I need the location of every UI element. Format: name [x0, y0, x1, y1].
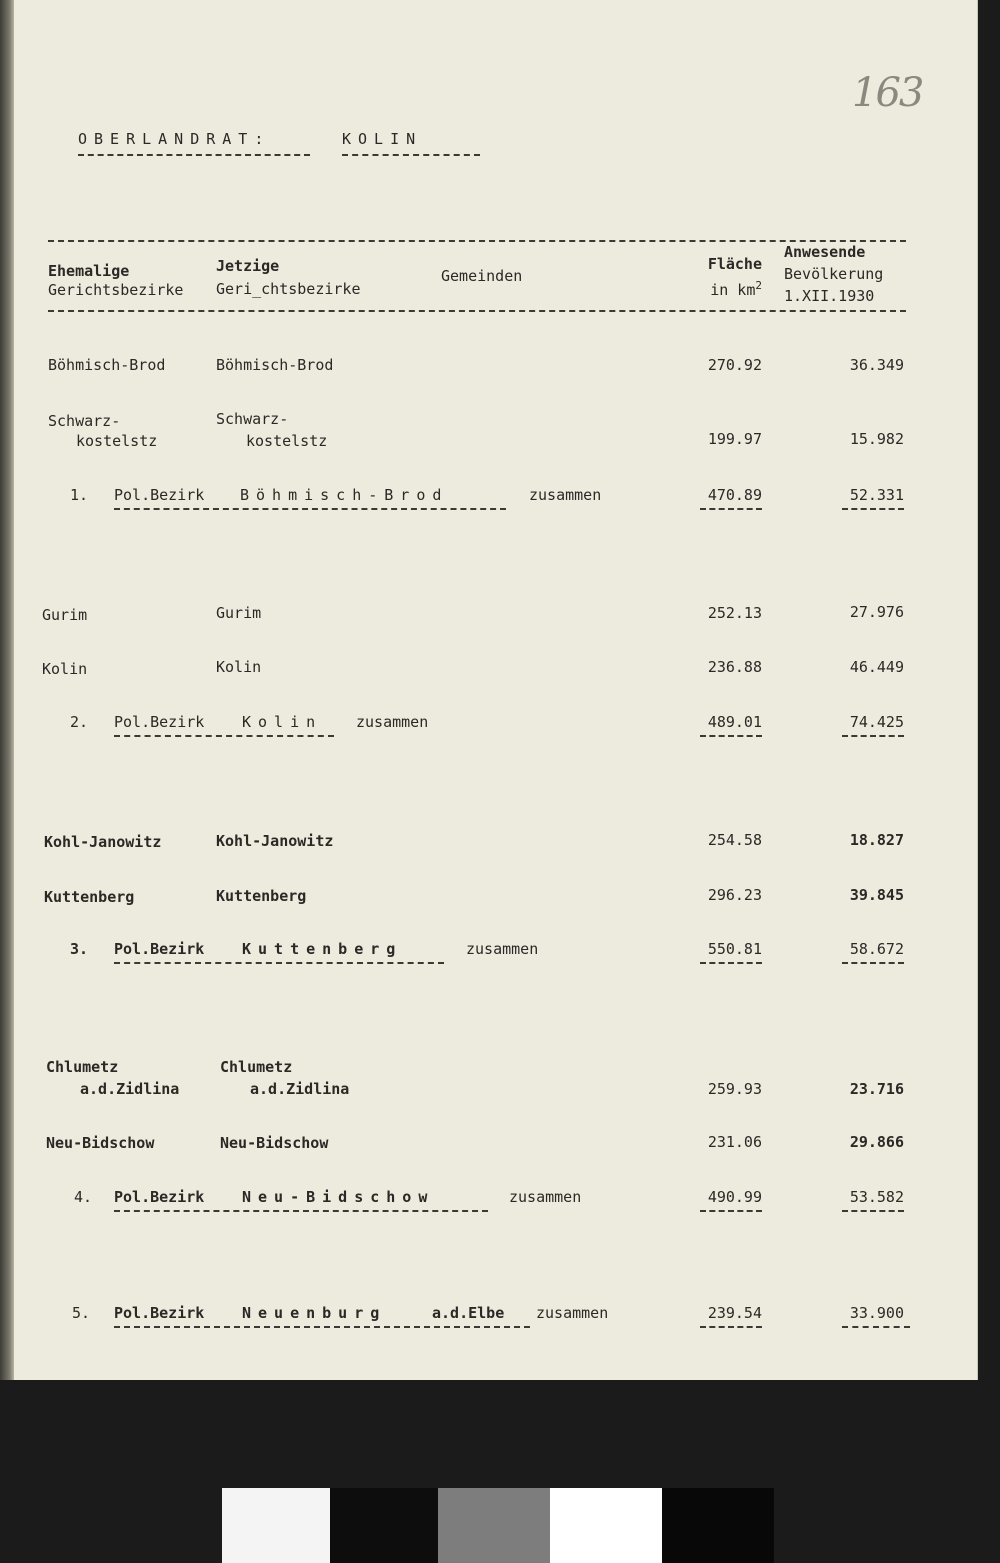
row-current-court: Kohl-Janowitz — [216, 832, 334, 850]
district-label: Pol.Bezirk — [114, 940, 205, 958]
district-total-label: zusammen — [536, 1304, 609, 1322]
header-rule-bottom — [48, 310, 906, 312]
district-population-total: 74.425 — [849, 713, 904, 731]
district-population-total: 58.672 — [849, 940, 904, 958]
row-area: 231.06 — [707, 1133, 762, 1151]
row-population: 18.827 — [849, 831, 904, 849]
col-current-line2: Geri_chtsbezirke — [216, 280, 361, 298]
district-number: 5. — [72, 1304, 91, 1322]
row-area: 199.97 — [707, 430, 762, 448]
calibration-white-patch — [222, 1488, 330, 1563]
district-name: Kuttenberg — [242, 940, 403, 958]
district-underline — [114, 962, 444, 964]
row-area: 259.93 — [707, 1080, 762, 1098]
district-underline — [114, 735, 334, 737]
district-population-total: 53.582 — [849, 1188, 904, 1206]
row-current-court: Neu-Bidschow — [220, 1134, 329, 1152]
district-name: Kolin — [242, 713, 323, 731]
row-current-court-cont: kostelstz — [246, 432, 328, 450]
area-total-underline — [700, 962, 762, 964]
district-area-total: 470.89 — [707, 486, 762, 504]
area-total-underline — [700, 735, 762, 737]
row-former-court: Gurim — [42, 606, 88, 624]
district-area-total: 550.81 — [707, 940, 762, 958]
area-total-underline — [700, 1326, 762, 1328]
col-area-line1: Fläche — [707, 255, 762, 273]
document-page — [14, 0, 978, 1380]
district-name: Neuenburg — [242, 1304, 387, 1322]
row-former-court: Kuttenberg — [44, 888, 135, 906]
row-area: 236.88 — [707, 658, 762, 676]
district-population-total: 33.900 — [849, 1304, 904, 1322]
row-current-court: Kuttenberg — [216, 887, 307, 905]
folio-number: 163 — [852, 70, 923, 116]
calibration-white-patch — [550, 1488, 662, 1563]
heading-place-underline — [342, 154, 480, 156]
col-pop-line1: Anwesende — [784, 243, 866, 261]
heading-place: KOLIN — [342, 130, 423, 148]
district-population-total: 52.331 — [849, 486, 904, 504]
row-population: 46.449 — [849, 658, 904, 676]
population-total-underline — [842, 1326, 910, 1328]
population-total-underline — [842, 735, 904, 737]
row-former-court: Neu-Bidschow — [46, 1134, 155, 1152]
col-pop-line2: Bevölkerung — [784, 265, 884, 283]
district-total-label: zusammen — [529, 486, 602, 504]
row-former-court-cont: a.d.Zidlina — [80, 1080, 180, 1098]
district-name-suffix: a.d.Elbe — [432, 1304, 505, 1322]
col-area-line2: in $km^2$ — [710, 279, 762, 299]
col-former-line2: Gerichtsbezirke — [48, 281, 184, 299]
district-underline — [114, 1326, 530, 1328]
district-label: Pol.Bezirk — [114, 713, 205, 731]
row-population: 39.845 — [849, 886, 904, 904]
calibration-gray-patch — [438, 1488, 550, 1563]
row-current-court: Schwarz- — [216, 410, 289, 428]
district-area-total: 490.99 — [707, 1188, 762, 1206]
population-total-underline — [842, 1210, 904, 1212]
row-former-court: Böhmisch-Brod — [48, 356, 166, 374]
district-number: 1. — [70, 486, 89, 504]
calibration-black-patch — [330, 1488, 438, 1563]
district-number: 4. — [74, 1188, 93, 1206]
row-population: 36.349 — [849, 356, 904, 374]
area-total-underline — [700, 1210, 762, 1212]
area-total-underline — [700, 508, 762, 510]
district-total-label: zusammen — [466, 940, 539, 958]
col-municipalities: Gemeinden — [441, 267, 523, 285]
district-underline — [114, 1210, 488, 1212]
district-name: Böhmisch-Brod — [240, 486, 449, 504]
row-area: 254.58 — [707, 831, 762, 849]
row-former-court-cont: kostelstz — [76, 432, 158, 450]
district-total-label: zusammen — [509, 1188, 582, 1206]
col-pop-line3: 1.XII.1930 — [784, 287, 875, 305]
row-area: 270.92 — [707, 356, 762, 374]
heading-underline — [78, 154, 310, 156]
district-area-total: 239.54 — [707, 1304, 762, 1322]
district-area-total: 489.01 — [707, 713, 762, 731]
heading-label: OBERLANDRAT: — [78, 130, 271, 148]
col-current-line1: Jetzige — [216, 257, 280, 275]
population-total-underline — [842, 962, 904, 964]
row-area: 252.13 — [707, 604, 762, 622]
district-label: Pol.Bezirk — [114, 1188, 205, 1206]
district-underline — [114, 508, 506, 510]
header-rule-top — [48, 240, 906, 242]
row-former-court: Kolin — [42, 660, 88, 678]
row-population: 29.866 — [849, 1133, 904, 1151]
district-label: Pol.Bezirk — [114, 486, 205, 504]
row-population: 23.716 — [849, 1080, 904, 1098]
row-current-court: Chlumetz — [220, 1058, 293, 1076]
row-current-court-cont: a.d.Zidlina — [250, 1080, 350, 1098]
district-number: 2. — [70, 713, 89, 731]
row-area: 296.23 — [707, 886, 762, 904]
row-former-court: Kohl-Janowitz — [44, 833, 162, 851]
row-population: 15.982 — [849, 430, 904, 448]
col-former-line1: Ehemalige — [48, 262, 130, 280]
row-current-court: Gurim — [216, 604, 262, 622]
district-name: Neu-Bidschow — [242, 1188, 435, 1206]
row-current-court: Böhmisch-Brod — [216, 356, 334, 374]
district-total-label: zusammen — [356, 713, 429, 731]
district-number: 3. — [70, 940, 89, 958]
row-former-court: Schwarz- — [48, 412, 121, 430]
calibration-black-patch — [662, 1488, 774, 1563]
row-population: 27.976 — [849, 603, 904, 621]
row-current-court: Kolin — [216, 658, 262, 676]
district-label: Pol.Bezirk — [114, 1304, 205, 1322]
population-total-underline — [842, 508, 904, 510]
row-former-court: Chlumetz — [46, 1058, 119, 1076]
book-binding-edge — [0, 0, 14, 1380]
